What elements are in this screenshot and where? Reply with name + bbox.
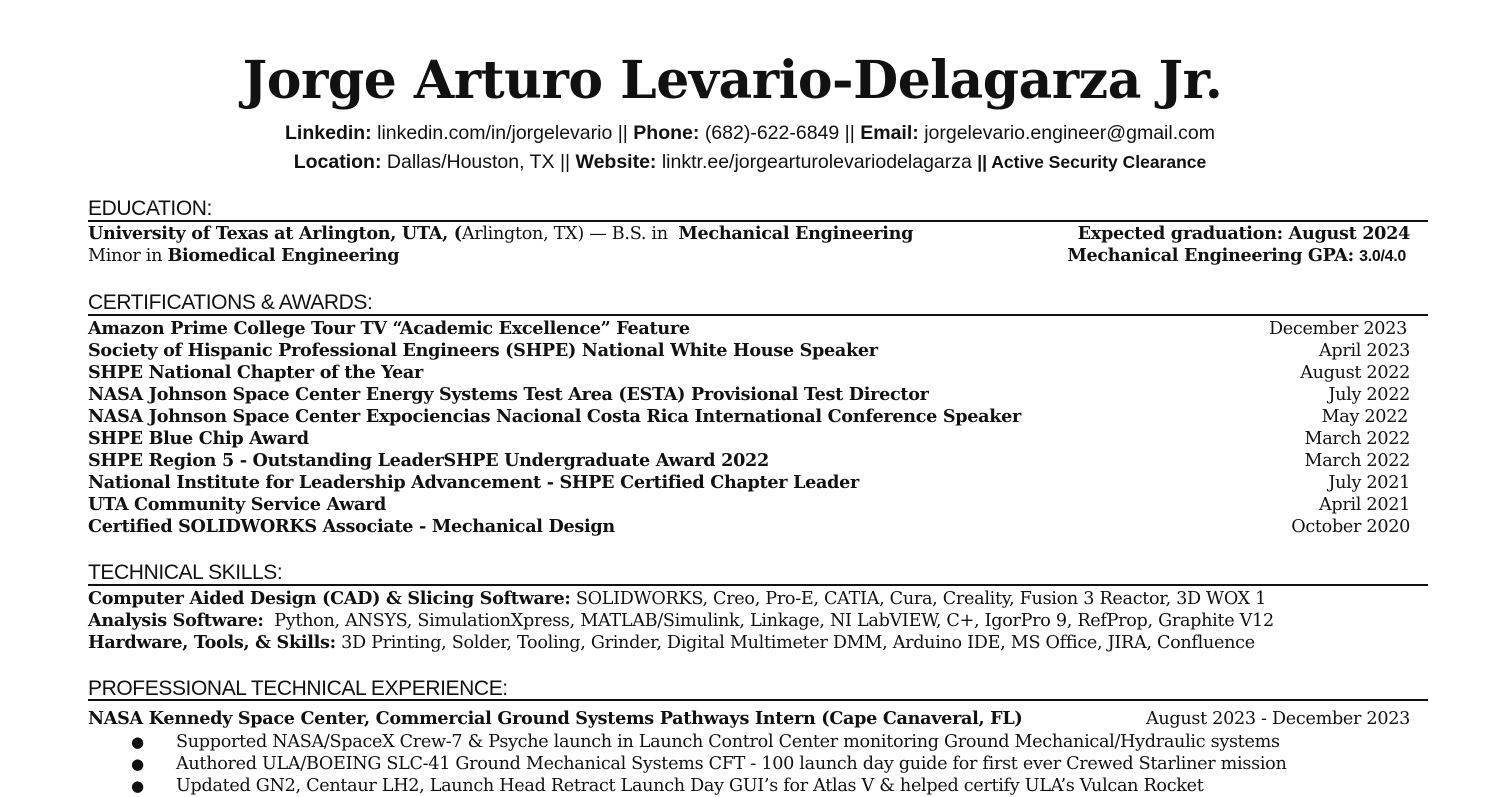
skill-line <box>88 632 1255 654</box>
location-label: Location: <box>293 151 382 173</box>
major: Mechanical Engineering <box>678 223 914 244</box>
award-title: NASA Johnson Space Center Expociencias Nacional Costa Rica International Conference Speaker <box>88 406 1022 427</box>
location-value: Dallas/Houston, TX <box>386 151 555 173</box>
phone-label: Phone: <box>633 122 700 144</box>
award-row <box>88 428 1410 450</box>
award-title: UTA Community Service Award <box>88 494 387 515</box>
separator: || <box>844 122 855 144</box>
gpa-label: Mechanical Engineering GPA: <box>1067 245 1354 266</box>
award-title: SHPE National Chapter of the Year <box>88 362 423 383</box>
job-title: NASA Kennedy Space Center, Commercial Ground Systems Pathways Intern (Cape Canaveral, FL) <box>88 708 1023 729</box>
award-row <box>88 406 1410 428</box>
minor-label: Minor in <box>88 246 163 266</box>
section-divider <box>88 220 1428 222</box>
website-label: Website: <box>575 151 657 173</box>
separator: || <box>617 122 628 144</box>
skill-value: 3D Printing, Solder, Tooling, Grinder, Digital Multimeter DMM, Arduino IDE, MS Office, JIRA, Confluence <box>335 633 1255 653</box>
job-bullet: Authored ULA/BOEING SLC-41 Ground Mechanical Systems CFT - 100 launch day guide for first ever Crewed Starliner mission <box>176 754 1287 774</box>
skill-label: Analysis Software: <box>88 610 264 631</box>
skill-label: Hardware, Tools, & Skills: <box>88 632 336 653</box>
job-bullet: Supported NASA/SpaceX Crew-7 & Psyche launch in Launch Control Center monitoring Ground Mechanical/Hydraulic systems <box>176 732 1280 752</box>
website-value[interactable]: linktr.ee/jorgearturolevariodelagarza <box>661 151 972 173</box>
school-name: University of Texas at Arlington, UTA, ( <box>88 223 462 244</box>
award-row <box>88 362 1410 384</box>
experience-heading: PROFESSIONAL TECHNICAL EXPERIENCE: <box>88 677 508 700</box>
linkedin-label: Linkedin: <box>285 122 372 144</box>
education-minor <box>88 245 399 267</box>
security-clearance: || Active Security Clearance <box>977 152 1207 172</box>
award-row <box>88 472 1410 494</box>
award-date: March 2022 <box>1304 451 1410 471</box>
separator: || <box>559 151 571 173</box>
job-row <box>88 708 1410 730</box>
job-bullet: Updated GN2, Centaur LH2, Launch Head Retract Launch Day GUI’s for Atlas V & helped certify ULA’s Vulcan Rocket <box>176 776 1204 796</box>
email-value[interactable]: jorgelevario.engineer@gmail.com <box>924 122 1215 144</box>
section-divider <box>88 314 1428 316</box>
award-title: Amazon Prime College Tour TV “Academic Excellence” Feature <box>88 318 690 339</box>
job-dates: August 2023 - December 2023 <box>1145 709 1410 729</box>
education-row-1 <box>88 223 1410 245</box>
gpa-value: 3.0/4.0 <box>1359 248 1406 265</box>
skill-line <box>88 588 1266 610</box>
linkedin-value[interactable]: linkedin.com/in/jorgelevario <box>377 122 613 144</box>
resume-name: Jorge Arturo Levario-Delagarza Jr. <box>242 50 1223 111</box>
award-title: SHPE Region 5 - Outstanding LeaderSHPE Undergraduate Award 2022 <box>88 450 769 471</box>
award-row <box>88 450 1410 472</box>
contact-line-1 <box>0 121 1500 145</box>
gpa <box>1067 245 1406 267</box>
contact-line-2 <box>0 150 1500 174</box>
award-date: December 2023 <box>1268 319 1407 339</box>
skill-label: Computer Aided Design (CAD) & Slicing Software: <box>88 588 571 609</box>
award-date: July 2021 <box>1328 473 1410 493</box>
bullet-dot: ● <box>131 755 145 773</box>
minor: Biomedical Engineering <box>167 245 400 266</box>
skill-value: SOLIDWORKS, Creo, Pro-E, CATIA, Cura, Creality, Fusion 3 Reactor, 3D WOX 1 <box>570 589 1267 609</box>
skills-heading: TECHNICAL SKILLS: <box>88 561 283 584</box>
bullet-dot: ● <box>131 777 145 795</box>
award-title: Certified SOLIDWORKS Associate - Mechanical Design <box>88 516 615 537</box>
award-row <box>88 384 1410 406</box>
award-row <box>88 516 1410 538</box>
award-date: July 2022 <box>1328 385 1410 405</box>
section-divider <box>88 699 1428 701</box>
award-date: May 2022 <box>1321 407 1408 427</box>
award-row <box>88 318 1410 340</box>
education-heading: EDUCATION: <box>88 197 212 220</box>
award-date: October 2020 <box>1291 517 1410 537</box>
phone-value: (682)-622-6849 <box>704 122 840 144</box>
graduation-date: Expected graduation: August 2024 <box>1077 223 1410 244</box>
award-title: NASA Johnson Space Center Energy Systems Test Area (ESTA) Provisional Test Director <box>88 384 929 405</box>
education-degree <box>88 223 913 245</box>
award-date: August 2022 <box>1300 363 1410 383</box>
award-date: March 2022 <box>1304 429 1410 449</box>
bullet-dot: ● <box>131 733 145 751</box>
email-label: Email: <box>860 122 919 144</box>
school-location-degree: Arlington, TX) — B.S. in <box>461 224 668 244</box>
award-date: April 2021 <box>1319 495 1410 515</box>
skill-value: Python, ANSYS, SimulationXpress, MATLAB/Simulink, Linkage, NI LabVIEW, C+, IgorPro 9, RefProp, Graphite V12 <box>263 611 1274 631</box>
skill-line <box>88 610 1274 632</box>
education-row-2 <box>88 245 1406 267</box>
award-row <box>88 340 1410 362</box>
award-row <box>88 494 1410 516</box>
award-title: National Institute for Leadership Advancement - SHPE Certified Chapter Leader <box>88 472 859 493</box>
section-divider <box>88 584 1428 586</box>
certifications-heading: CERTIFICATIONS & AWARDS: <box>88 291 373 314</box>
award-title: SHPE Blue Chip Award <box>88 428 309 449</box>
award-date: April 2023 <box>1319 341 1410 361</box>
award-title: Society of Hispanic Professional Engineers (SHPE) National White House Speaker <box>88 340 878 361</box>
